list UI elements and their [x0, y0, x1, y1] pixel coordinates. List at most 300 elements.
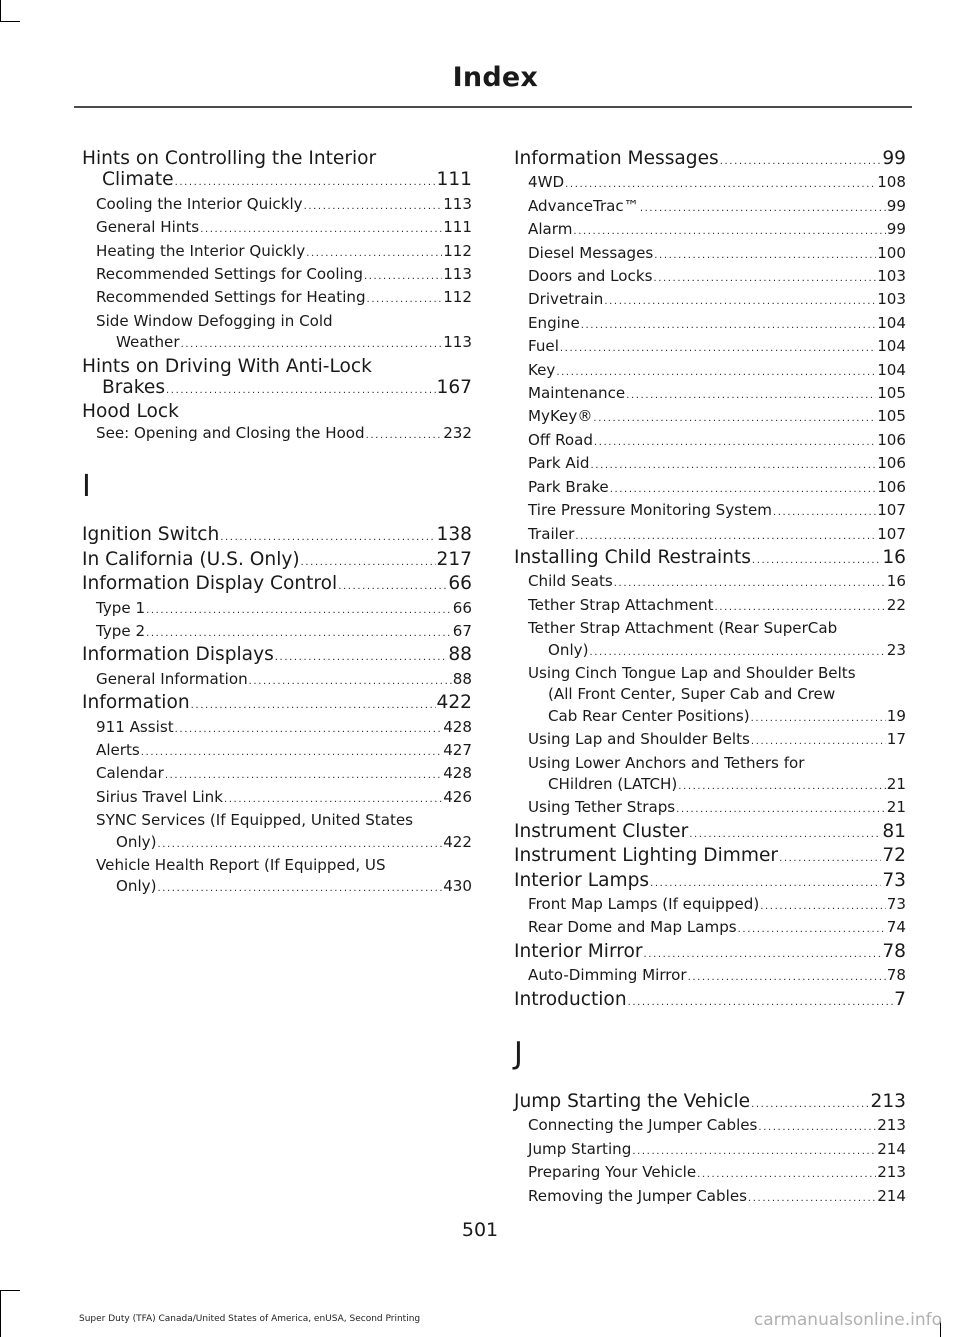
entry-text: Maintenance	[528, 384, 626, 403]
index-entry	[82, 524, 472, 548]
page-reference: 167	[436, 377, 472, 399]
dot-leader	[760, 896, 886, 917]
dot-leader	[593, 408, 876, 429]
index-entry	[514, 547, 906, 571]
dot-leader	[575, 526, 876, 547]
index-subentry	[82, 423, 472, 446]
page-reference: 112	[443, 241, 472, 260]
page-reference: 232	[443, 423, 472, 442]
entry-leader-row	[514, 148, 906, 172]
dot-leader	[175, 719, 443, 740]
dot-leader	[773, 502, 876, 523]
dot-leader	[758, 1117, 876, 1138]
index-subentry	[514, 500, 906, 523]
index-entry	[514, 941, 906, 965]
entry-text: Tether Strap Attachment	[528, 595, 714, 614]
entry-leader-row	[528, 243, 906, 266]
entry-text: Type 1	[96, 598, 146, 617]
entry-text: Child Seats	[528, 572, 613, 591]
dot-leader	[779, 848, 881, 869]
entry-leader-row	[528, 571, 906, 594]
entry-text: CHildren (LATCH)	[548, 774, 678, 793]
dot-leader	[166, 380, 435, 401]
entry-text: Recommended Settings for Cooling	[96, 265, 363, 284]
entry-text: Off Road	[528, 430, 593, 449]
page-reference: 422	[443, 832, 472, 851]
entry-leader-row	[528, 430, 906, 453]
page-reference: 99	[886, 196, 906, 215]
index-subentry	[82, 194, 472, 217]
dot-leader	[224, 789, 442, 810]
index-entry	[514, 989, 906, 1013]
entry-leader-row	[96, 217, 472, 240]
entry-text: Instrument Lighting Dimmer	[514, 845, 779, 867]
index-subentry	[82, 855, 472, 900]
page-title: Index	[452, 62, 538, 93]
entry-leader-row	[528, 729, 906, 752]
index-entry	[514, 870, 906, 894]
page-reference: 88	[448, 644, 472, 666]
entry-leader-row	[528, 172, 906, 195]
entry-text: Information Messages	[514, 148, 719, 169]
dot-leader	[366, 425, 443, 446]
entry-leader-row	[82, 644, 472, 668]
page-reference: 105	[877, 407, 906, 426]
crop-mark-top-left	[0, 0, 1, 22]
index-subentry	[82, 241, 472, 264]
index-subentry	[514, 571, 906, 594]
entry-leader-row	[96, 832, 472, 855]
index-subentry	[514, 360, 906, 383]
page-reference: 112	[443, 288, 472, 307]
entry-leader-row	[96, 194, 472, 217]
page-reference: 107	[877, 501, 906, 520]
entry-text: Type 2	[96, 621, 146, 640]
index-subentry	[514, 219, 906, 242]
dot-leader	[720, 151, 882, 172]
index-subentry	[82, 810, 472, 855]
index-entry	[514, 1091, 906, 1115]
index-subentry	[514, 406, 906, 429]
dot-leader	[632, 1141, 876, 1162]
dot-leader	[200, 219, 442, 240]
page-reference: 106	[877, 454, 906, 473]
entry-leader-row	[528, 266, 906, 289]
page-reference: 213	[877, 1116, 906, 1135]
index-subentry	[514, 477, 906, 500]
index-subentry	[514, 797, 906, 820]
dot-leader	[610, 479, 876, 500]
entry-text-line: Hints on Controlling the Interior	[82, 148, 377, 169]
entry-text: Recommended Settings for Heating	[96, 288, 366, 307]
dot-leader	[644, 944, 882, 965]
index-entry	[82, 356, 472, 402]
index-subentry	[514, 243, 906, 266]
index-subentry	[82, 264, 472, 287]
entry-leader-row	[528, 965, 906, 988]
index-subentry	[82, 598, 472, 621]
dot-leader	[157, 834, 442, 855]
index-subentry	[514, 266, 906, 289]
entry-leader-row	[528, 219, 906, 242]
page-reference: 78	[882, 940, 906, 962]
dot-leader	[364, 266, 442, 287]
page-reference: 66	[448, 573, 472, 595]
index-subentry	[514, 1186, 906, 1209]
entry-leader-row	[96, 669, 472, 692]
dot-leader	[565, 174, 876, 195]
dot-leader	[301, 552, 436, 573]
dot-leader	[304, 196, 443, 217]
index-subentry	[514, 453, 906, 476]
entry-text: Using Tether Straps	[528, 798, 676, 817]
dot-leader	[146, 623, 452, 644]
entry-leader-row	[528, 1186, 906, 1209]
dot-leader	[748, 1188, 876, 1209]
entry-leader-row	[528, 383, 906, 406]
index-subentry	[514, 383, 906, 406]
entry-leader-row	[528, 1162, 906, 1185]
index-subentry	[82, 287, 472, 310]
dot-leader	[165, 765, 442, 786]
index-entry	[82, 401, 472, 422]
entry-leader-row	[514, 845, 906, 869]
entry-text: Brakes	[102, 377, 166, 399]
entry-leader-row	[528, 917, 906, 940]
entry-text: Information	[82, 692, 190, 714]
entry-leader-row	[514, 1091, 906, 1115]
crop-mark-bottom-left-h	[0, 1290, 20, 1291]
dot-leader	[626, 385, 876, 406]
index-subentry	[82, 311, 472, 356]
page-reference: 111	[436, 169, 472, 191]
entry-leader-row	[528, 595, 906, 618]
crop-mark-top-left-h	[0, 21, 20, 22]
entry-text: General Hints	[96, 218, 200, 237]
dot-leader	[640, 198, 886, 219]
index-subentry	[514, 1162, 906, 1185]
page-reference: 7	[894, 988, 906, 1010]
page-reference: 73	[886, 895, 906, 913]
entry-leader-row	[528, 313, 906, 336]
entry-leader-row	[96, 763, 472, 786]
entry-text: Cab Rear Center Positions)	[548, 706, 750, 725]
page-reference: 16	[886, 572, 906, 591]
entry-text: Cooling the Interior Quickly	[96, 194, 303, 213]
page-reference: 88	[452, 669, 472, 688]
entry-text: MyKey®	[528, 407, 593, 426]
entry-leader-row	[528, 524, 906, 547]
dot-leader	[594, 432, 876, 453]
index-subentry	[514, 729, 906, 752]
entry-text: Alerts	[96, 740, 140, 759]
entry-text: Sirius Travel Link	[96, 787, 223, 806]
entry-leader-row	[528, 1115, 906, 1138]
dot-leader	[604, 291, 876, 312]
index-subentry	[514, 917, 906, 940]
entry-leader-row	[528, 797, 906, 820]
index-subentry	[514, 1139, 906, 1162]
entry-text: Engine	[528, 313, 580, 332]
index-subentry	[82, 740, 472, 763]
page-reference: 106	[877, 430, 906, 449]
index-entry	[82, 644, 472, 668]
entry-text: AdvanceTrac™	[528, 196, 639, 215]
entry-text: Only)	[548, 640, 589, 659]
page-reference: 104	[877, 337, 906, 356]
dot-leader	[367, 289, 443, 310]
page-reference: 426	[443, 787, 472, 806]
page-reference: 23	[886, 640, 906, 659]
entry-text: Trailer	[528, 524, 575, 543]
dot-leader	[581, 315, 876, 336]
page-reference: 217	[436, 548, 472, 570]
index-subentry	[82, 621, 472, 644]
page-reference: 138	[436, 524, 472, 546]
page-reference: 104	[877, 360, 906, 379]
index-entry	[82, 148, 472, 194]
dot-leader	[591, 455, 877, 476]
entry-text: Installing Child Restraints	[514, 546, 751, 568]
entry-text: Connecting the Jumper Cables	[528, 1116, 758, 1135]
dot-leader	[249, 671, 452, 692]
dot-leader	[689, 824, 881, 845]
index-entry	[82, 549, 472, 573]
dot-leader	[191, 695, 436, 716]
index-subentry	[514, 313, 906, 336]
page-reference: 72	[882, 845, 906, 867]
entry-text-line: Vehicle Health Report (If Equipped, US	[96, 855, 386, 874]
index-subentry	[514, 289, 906, 312]
entry-text: Alarm	[528, 220, 573, 239]
dot-leader	[560, 338, 876, 359]
page-reference: 99	[886, 220, 906, 239]
entry-text: In California (U.S. Only)	[82, 548, 300, 570]
page-number: 501	[461, 1219, 499, 1241]
index-subentry	[514, 965, 906, 988]
entry-text: Jump Starting the Vehicle	[514, 1091, 751, 1113]
dot-leader	[614, 573, 886, 594]
dot-leader	[628, 992, 894, 1013]
index-column-left	[82, 148, 472, 900]
entry-text: Park Brake	[528, 477, 609, 496]
entry-text: Drivetrain	[528, 290, 604, 309]
page-reference: 106	[877, 477, 906, 496]
page-reference: 428	[443, 717, 472, 736]
index-subentry	[514, 618, 906, 663]
page-reference: 105	[877, 384, 906, 403]
dot-leader	[275, 647, 448, 668]
entry-leader-row	[528, 289, 906, 312]
page-reference: 103	[877, 290, 906, 309]
dot-leader	[338, 576, 447, 597]
entry-text-line: Using Lower Anchors and Tethers for	[528, 753, 805, 772]
entry-leader-row	[96, 621, 472, 644]
index-subentry	[82, 217, 472, 240]
dot-leader	[752, 550, 881, 571]
index-subentry	[82, 763, 472, 786]
index-entry	[514, 148, 906, 172]
entry-leader-row	[514, 547, 906, 571]
entry-text: Auto-Dimming Mirror	[528, 966, 687, 985]
entry-text: Calendar	[96, 764, 164, 783]
entry-text: 4WD	[528, 173, 565, 192]
entry-leader-row	[82, 377, 472, 401]
index-entry	[514, 821, 906, 845]
page-reference: 74	[886, 918, 906, 937]
page-reference: 113	[443, 265, 472, 284]
entry-text: Information Displays	[82, 644, 274, 666]
entry-leader-row	[528, 894, 906, 917]
entry-leader-row	[96, 423, 472, 446]
entry-text: Diesel Messages	[528, 243, 654, 262]
page-reference: 113	[443, 333, 472, 352]
page-reference: 73	[882, 869, 906, 891]
entry-text-line: (All Front Center, Super Cab and Crew	[548, 685, 836, 704]
entry-text: Only)	[116, 877, 157, 896]
dot-leader	[697, 1164, 876, 1185]
entry-text-line: Using Cinch Tongue Lap and Shoulder Belts	[528, 663, 856, 682]
dot-leader	[676, 799, 886, 820]
index-subentry	[514, 753, 906, 798]
edition-footer: Super Duty (TFA) Canada/United States of America, enUSA, Second Printing	[79, 1314, 421, 1324]
dot-leader	[654, 245, 876, 266]
crop-mark-bottom-left	[0, 1290, 1, 1337]
page-reference: 103	[877, 267, 906, 286]
index-subentry	[514, 172, 906, 195]
entry-leader-row	[96, 740, 472, 763]
index-subentry	[82, 669, 472, 692]
entry-leader-row	[96, 332, 472, 355]
entry-leader-row	[82, 524, 472, 548]
dot-leader	[220, 527, 435, 548]
index-subentry	[514, 336, 906, 359]
entry-leader-row	[528, 406, 906, 429]
dot-leader	[556, 362, 876, 383]
entry-leader-row	[528, 453, 906, 476]
entry-text: Introduction	[514, 988, 627, 1010]
dot-leader	[181, 334, 443, 355]
entry-leader-row	[528, 500, 906, 523]
entry-leader-row	[514, 989, 906, 1013]
index-subentry	[514, 663, 906, 729]
dot-leader	[175, 172, 436, 193]
entry-leader-row	[82, 549, 472, 573]
index-section-letter: J	[514, 1036, 523, 1072]
entry-text: Key	[528, 360, 556, 379]
dot-leader	[306, 243, 442, 264]
entry-leader-row	[528, 336, 906, 359]
page-reference: 214	[877, 1139, 906, 1158]
entry-leader-row	[82, 573, 472, 597]
index-subentry	[514, 1115, 906, 1138]
page-reference: 430	[443, 877, 472, 896]
entry-leader-row	[96, 241, 472, 264]
dot-leader	[678, 776, 885, 797]
page-reference: 214	[877, 1186, 906, 1205]
index-subentry	[514, 894, 906, 917]
entry-leader-row	[82, 692, 472, 716]
index-subentry	[82, 717, 472, 740]
entry-text: Information Display Control	[82, 573, 338, 595]
page-reference: 67	[452, 621, 472, 640]
dot-leader	[653, 268, 876, 289]
entry-leader-row	[96, 717, 472, 740]
entry-text: Preparing Your Vehicle	[528, 1163, 697, 1182]
dot-leader	[146, 600, 452, 621]
dot-leader	[141, 742, 442, 763]
entry-leader-row	[96, 876, 472, 899]
entry-text: Ignition Switch	[82, 524, 220, 546]
entry-text: Weather	[116, 333, 180, 352]
page-reference: 107	[877, 524, 906, 543]
index-entry	[514, 845, 906, 869]
entry-text: Rear Dome and Map Lamps	[528, 918, 737, 937]
entry-leader-row	[96, 287, 472, 310]
entry-text: Heating the Interior Quickly	[96, 241, 306, 260]
entry-text: General Information	[96, 669, 248, 688]
entry-leader-row	[528, 477, 906, 500]
entry-text: Climate	[102, 169, 174, 191]
dot-leader	[157, 878, 442, 899]
dot-leader	[688, 967, 886, 988]
entry-leader-row	[514, 870, 906, 894]
entry-text: Park Aid	[528, 454, 590, 473]
entry-text-line: Hints on Driving With Anti-Lock	[82, 355, 372, 377]
page-reference: 422	[436, 692, 472, 714]
index-entry	[82, 573, 472, 597]
header-rule	[74, 106, 912, 108]
page-reference: 17	[886, 730, 906, 749]
entry-leader-row	[96, 598, 472, 621]
entry-text-line: SYNC Services (If Equipped, United States	[96, 811, 414, 830]
page-reference: 108	[877, 173, 906, 192]
page-reference: 427	[443, 740, 472, 759]
page-reference: 104	[877, 313, 906, 332]
page-reference: 99	[882, 148, 906, 169]
entry-leader-row	[528, 640, 906, 663]
entry-text: Using Lap and Shoulder Belts	[528, 730, 750, 749]
page-reference: 100	[877, 243, 906, 262]
page-reference: 21	[886, 774, 906, 793]
entry-text: Instrument Cluster	[514, 820, 689, 842]
dot-leader	[573, 221, 885, 242]
index-subentry	[514, 430, 906, 453]
page-reference: 19	[886, 706, 906, 725]
entry-text: Jump Starting	[528, 1139, 632, 1158]
index-column-right	[514, 148, 906, 1209]
entry-text-line: Tether Strap Attachment (Rear SuperCab	[528, 619, 838, 638]
entry-text: Interior Lamps	[514, 869, 650, 891]
entry-text: Front Map Lamps (If equipped)	[528, 895, 760, 913]
entry-leader-row	[82, 169, 472, 193]
index-section-letter: I	[82, 469, 91, 505]
index-entry	[82, 692, 472, 716]
watermark: carmanualsonline.info	[753, 1310, 942, 1330]
dot-leader	[589, 642, 885, 663]
entry-text: Fuel	[528, 337, 559, 356]
index-subentry	[82, 787, 472, 810]
dot-leader	[650, 873, 881, 894]
page-reference: 21	[886, 798, 906, 817]
entry-leader-row	[528, 196, 906, 219]
page-reference: 213	[870, 1091, 906, 1113]
dot-leader	[751, 708, 886, 729]
entry-leader-row	[96, 787, 472, 810]
page-reference: 81	[882, 820, 906, 842]
entry-leader-row	[528, 1139, 906, 1162]
entry-leader-row	[528, 774, 906, 797]
